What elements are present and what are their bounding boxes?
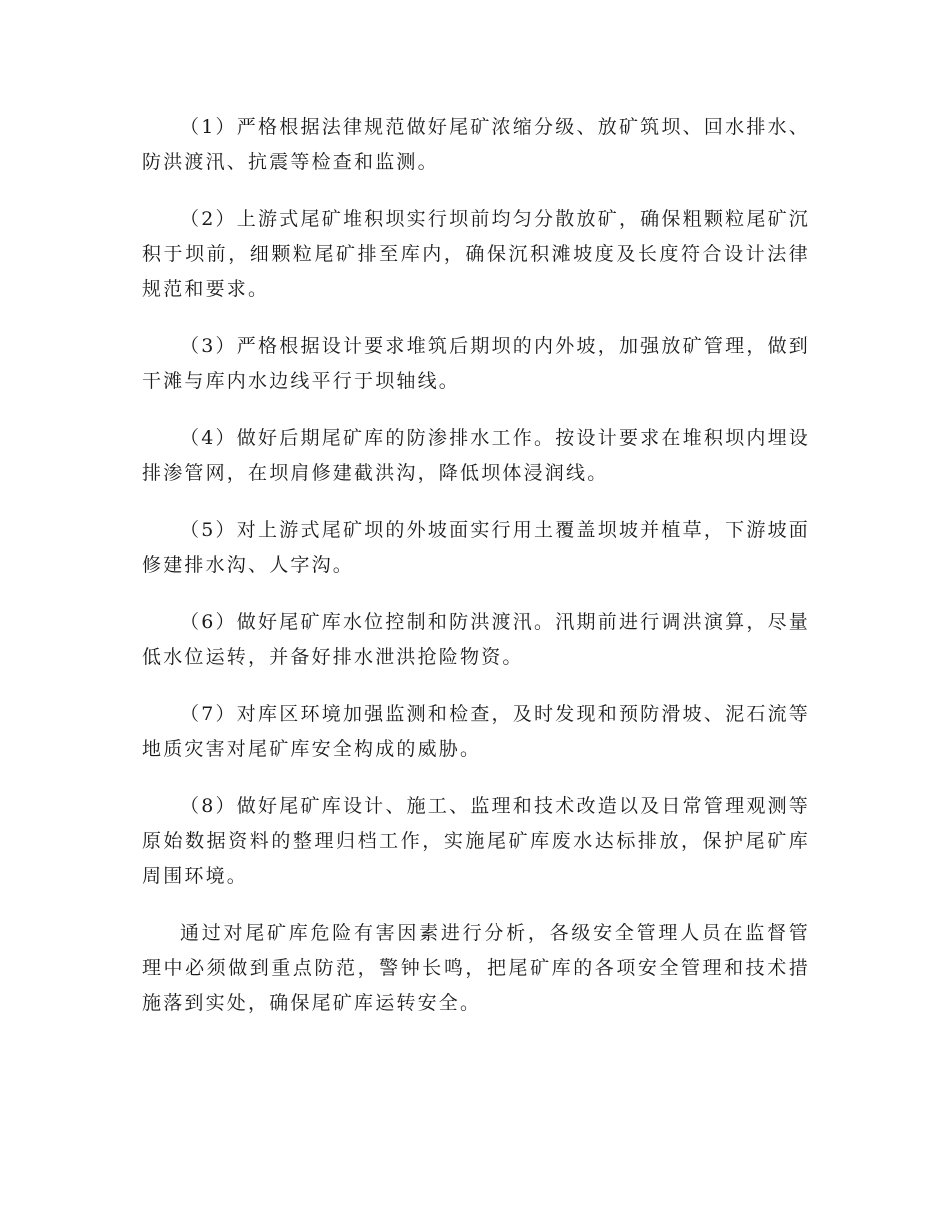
paragraph-item-3: （3）严格根据设计要求堆筑后期坝的内外坡，加强放矿管理，做到干滩与库内水边线平行于坝轴线。 xyxy=(142,335,810,392)
paragraph-item-4: （4）做好后期尾矿库的防渗排水工作。按设计要求在堆积坝内埋设排渗管网，在坝肩修建截洪沟，降低坝体浸润线。 xyxy=(142,427,810,484)
paragraph-item-2: （2）上游式尾矿堆积坝实行坝前均匀分散放矿，确保粗颗粒尾矿沉积于坝前，细颗粒尾矿排至库内，确保沉积滩坡度及长度符合设计法律规范和要求。 xyxy=(142,208,810,300)
document-page xyxy=(142,110,810,1043)
paragraph-item-6: （6）做好尾矿库水位控制和防洪渡汛。汛期前进行调洪演算，尽量低水位运转，并备好排水泄洪抢险物资。 xyxy=(142,611,810,668)
paragraph-item-7: （7）对库区环境加强监测和检查，及时发现和预防滑坡、泥石流等地质灾害对尾矿库安全构成的威胁。 xyxy=(142,703,810,760)
summary-paragraph: 通过对尾矿库危险有害因素进行分析，各级安全管理人员在监督管理中必须做到重点防范，警钟长鸣，把尾矿库的各项安全管理和技术措施落到实处，确保尾矿库运转安全。 xyxy=(142,922,810,1014)
paragraph-item-1: （1）严格根据法律规范做好尾矿浓缩分级、放矿筑坝、回水排水、防洪渡汛、抗震等检查和监测。 xyxy=(142,116,810,173)
paragraph-item-8: （8）做好尾矿库设计、施工、监理和技术改造以及日常管理观测等原始数据资料的整理归档工作，实施尾矿库废水达标排放，保护尾矿库周围环境。 xyxy=(142,795,810,887)
paragraph-item-5: （5）对上游式尾矿坝的外坡面实行用土覆盖坝坡并植草，下游坡面修建排水沟、人字沟。 xyxy=(142,519,810,576)
